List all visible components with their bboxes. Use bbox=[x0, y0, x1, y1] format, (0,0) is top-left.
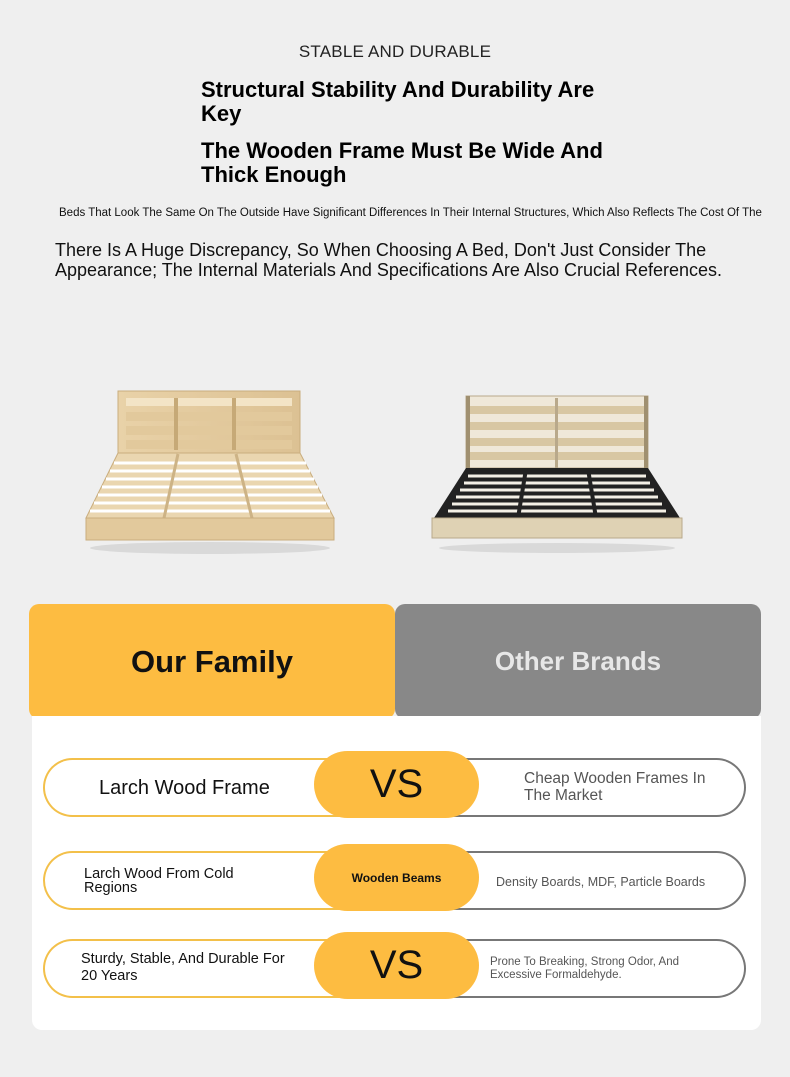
description-paragraph: There Is A Huge Discrepancy, So When Choosing A Bed, Don't Just Consider The Appearance; The Internal Materials And Specifications Are Also Crucial References. bbox=[55, 240, 723, 280]
other-spec-text: Density Boards, MDF, Particle Boards bbox=[496, 875, 706, 889]
comparison-row bbox=[43, 939, 746, 998]
other-spec-text: Prone To Breaking, Strong Odor, And Excessive Formaldehyde. bbox=[490, 956, 680, 981]
headline-stability: Structural Stability And Durability Are Key bbox=[201, 77, 595, 126]
our-spec-text: Sturdy, Stable, And Durable For 20 Years bbox=[81, 951, 285, 984]
headline-frame: The Wooden Frame Must Be Wide And Thick Enough bbox=[201, 138, 603, 187]
other-spec-text: Cheap Wooden Frames In The Market bbox=[524, 770, 706, 804]
vs-badge: VS bbox=[314, 932, 479, 999]
vs-badge: VS bbox=[314, 751, 479, 818]
tab-our-family: Our Family bbox=[29, 604, 395, 719]
tab-other-brands: Other Brands bbox=[395, 604, 761, 719]
bed-image-other bbox=[430, 392, 684, 554]
our-spec-text: Larch Wood Frame bbox=[99, 777, 270, 799]
our-spec-text: Larch Wood From Cold Regions bbox=[84, 866, 234, 896]
comparison-row bbox=[43, 851, 746, 910]
subtext: Beds That Look The Same On The Outside Have Significant Differences In Their Internal Structures, Which Also Reflects The Cost Of The bbox=[59, 207, 762, 219]
section-eyebrow: STABLE AND DURABLE bbox=[298, 42, 492, 61]
comparison-row bbox=[43, 758, 746, 817]
bed-image-ours bbox=[84, 388, 336, 556]
material-badge: Wooden Beams bbox=[314, 844, 479, 911]
